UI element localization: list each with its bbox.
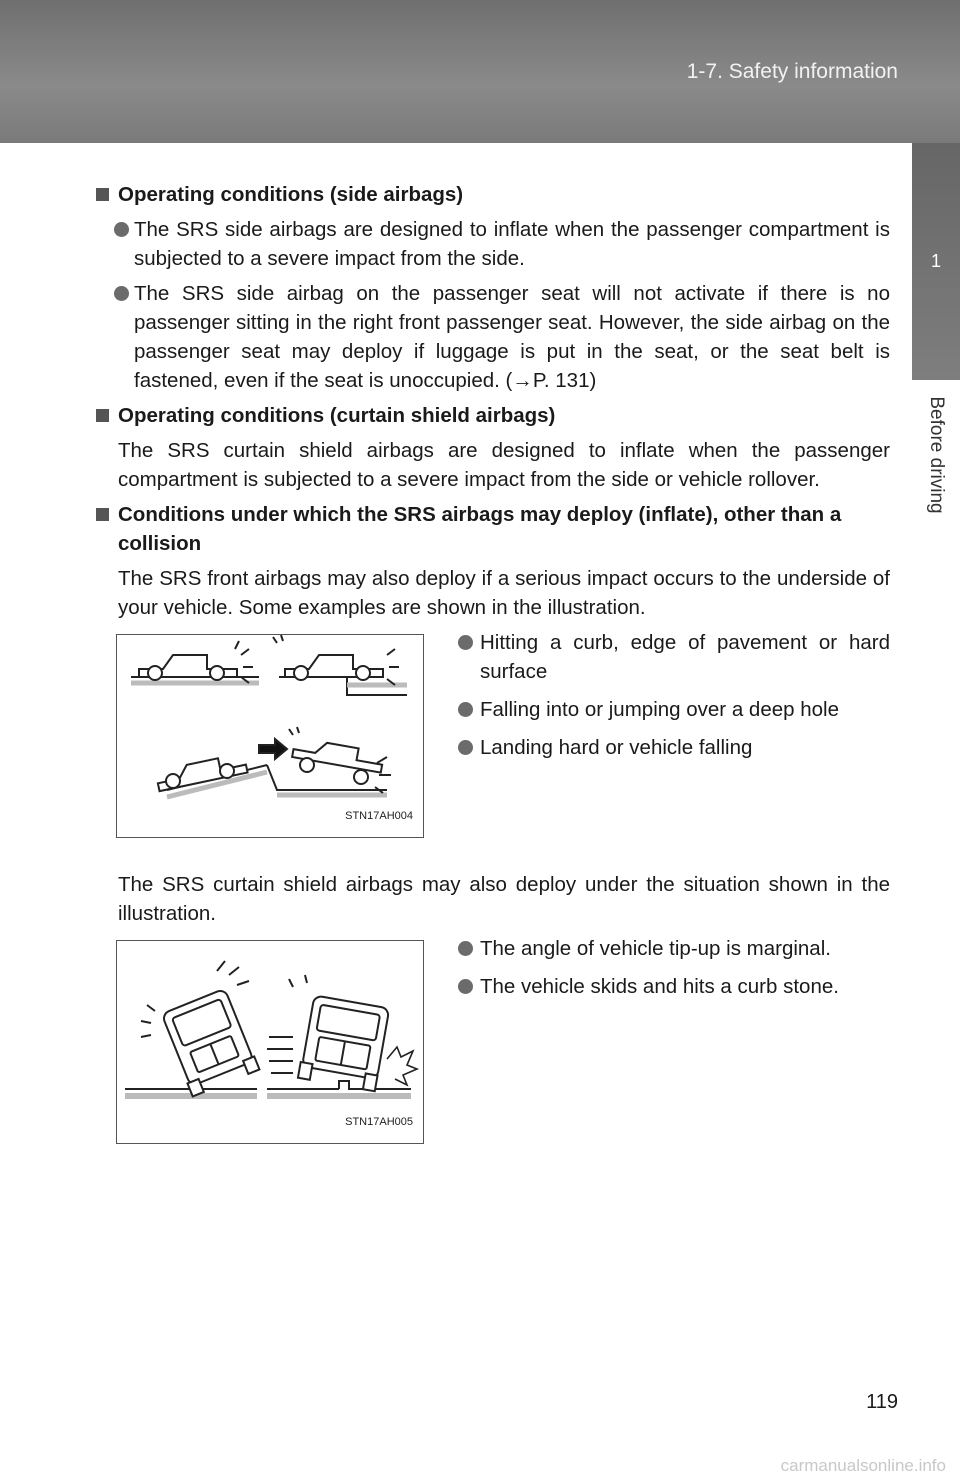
bullet-dot-icon [458, 635, 473, 650]
figure-1-list [438, 628, 890, 771]
bullet-dot-icon [458, 702, 473, 717]
bullet-dot-icon [114, 222, 129, 237]
chapter-number: 1 [930, 251, 941, 271]
chapter-label-box [912, 380, 960, 530]
heading-curtain-airbags: Operating conditions (curtain shield airbags) [96, 401, 890, 430]
list-item: Hitting a curb, edge of pavement or hard surface [438, 628, 890, 686]
page-header [0, 0, 960, 143]
heading-side-airbags: Operating conditions (side airbags) [96, 180, 890, 209]
page-content [96, 180, 890, 1234]
bullet-dot-icon [458, 979, 473, 994]
figure-caption: STN17AH004 [345, 810, 413, 822]
paragraph: The SRS front airbags may also deploy if a serious impact occurs to the underside of your vehicle. Some examples are shown in the illustration. [118, 567, 890, 619]
figure-row-2 [116, 934, 890, 1234]
list-item: Landing hard or vehicle falling [438, 733, 890, 762]
list-item: The angle of vehicle tip-up is marginal. [438, 934, 890, 963]
list-item: Falling into or jumping over a deep hole [438, 695, 890, 724]
figure-caption: STN17AH005 [345, 1116, 413, 1128]
bullet-dot-icon [458, 740, 473, 755]
figure-2-list [438, 934, 890, 1010]
list-item: The vehicle skids and hits a curb stone. [438, 972, 890, 1001]
bullet-dot-icon [458, 941, 473, 956]
heading-other-conditions: Conditions under which the SRS airbags may deploy (inflate), other than a collision [96, 500, 890, 558]
paragraph: The SRS curtain shield airbags may also deploy under the situation shown in the illustration. [118, 873, 890, 925]
section-title: 1-7. Safety information [686, 60, 898, 83]
chapter-label: Before driving [926, 396, 947, 514]
chapter-number-box [912, 143, 960, 380]
page-number: 119 [866, 1391, 898, 1413]
bullet-dot-icon [114, 286, 129, 301]
illustration-curtain-airbag [116, 940, 424, 1144]
illustration-front-airbag [116, 634, 424, 838]
list-item: The SRS side airbag on the passenger seat will not activate if there is no passenger sitting in the right front passenger seat. However, the side airbag on the passenger seat may deploy if luggage is put in the seat, or the seat belt is fastened, even if the seat is unoccupied. (→P. 131) [96, 279, 890, 395]
chapter-tab [912, 143, 960, 1484]
list-item: The SRS side airbags are designed to inflate when the passenger compartment is subjected to a severe impact from the side. [96, 215, 890, 273]
watermark: carmanualsonline.info [780, 1456, 946, 1475]
figure-row-1 [116, 628, 890, 870]
paragraph: The SRS curtain shield airbags are designed to inflate when the passenger compartment is subjected to a severe impact from the side or vehicle rollover. [118, 439, 890, 491]
